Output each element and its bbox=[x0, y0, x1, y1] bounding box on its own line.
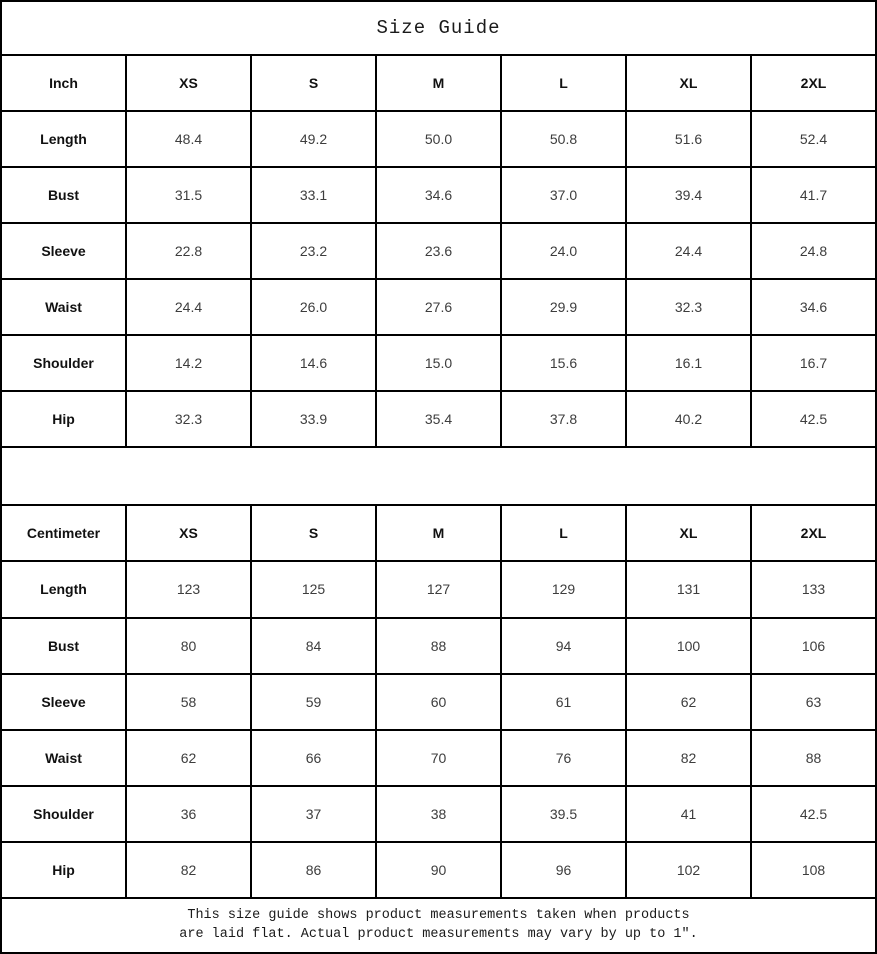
cell-value: 24.4 bbox=[126, 279, 251, 335]
table-row-cm-waist bbox=[1, 730, 876, 786]
cell-value: 39.4 bbox=[626, 167, 751, 223]
spacer-cell bbox=[1, 447, 876, 505]
cell-value: 35.4 bbox=[376, 391, 501, 447]
table-row-inch-shoulder bbox=[1, 335, 876, 391]
cell-value: 59 bbox=[251, 674, 376, 730]
cell-value: 15.0 bbox=[376, 335, 501, 391]
col-header-s: S bbox=[251, 55, 376, 111]
cell-value: 15.6 bbox=[501, 335, 626, 391]
row-label-waist: Waist bbox=[1, 279, 126, 335]
col-header-xl: XL bbox=[626, 505, 751, 561]
cell-value: 80 bbox=[126, 618, 251, 674]
col-header-m: M bbox=[376, 505, 501, 561]
row-label-length: Length bbox=[1, 111, 126, 167]
cell-value: 16.7 bbox=[751, 335, 876, 391]
cell-value: 23.2 bbox=[251, 223, 376, 279]
cell-value: 70 bbox=[376, 730, 501, 786]
cell-value: 33.1 bbox=[251, 167, 376, 223]
page-title: Size Guide bbox=[1, 1, 876, 55]
table-row-cm-sleeve bbox=[1, 674, 876, 730]
cell-value: 34.6 bbox=[376, 167, 501, 223]
cell-value: 37 bbox=[251, 786, 376, 842]
spacer-row bbox=[1, 447, 876, 505]
cell-value: 41.7 bbox=[751, 167, 876, 223]
cell-value: 90 bbox=[376, 842, 501, 898]
row-label-waist: Waist bbox=[1, 730, 126, 786]
table-row-cm-hip bbox=[1, 842, 876, 898]
cell-value: 58 bbox=[126, 674, 251, 730]
cell-value: 88 bbox=[751, 730, 876, 786]
cell-value: 26.0 bbox=[251, 279, 376, 335]
cell-value: 22.8 bbox=[126, 223, 251, 279]
col-header-xs: XS bbox=[126, 55, 251, 111]
table-row-inch-sleeve bbox=[1, 223, 876, 279]
cell-value: 42.5 bbox=[751, 786, 876, 842]
cell-value: 106 bbox=[751, 618, 876, 674]
cell-value: 14.2 bbox=[126, 335, 251, 391]
row-label-shoulder: Shoulder bbox=[1, 786, 126, 842]
cell-value: 63 bbox=[751, 674, 876, 730]
col-header-s: S bbox=[251, 505, 376, 561]
cell-value: 36 bbox=[126, 786, 251, 842]
row-label-sleeve: Sleeve bbox=[1, 674, 126, 730]
cell-value: 102 bbox=[626, 842, 751, 898]
col-header-xs: XS bbox=[126, 505, 251, 561]
footer-row bbox=[1, 898, 876, 953]
row-label-bust: Bust bbox=[1, 618, 126, 674]
cell-value: 50.8 bbox=[501, 111, 626, 167]
cell-value: 82 bbox=[626, 730, 751, 786]
row-label-length: Length bbox=[1, 561, 126, 617]
cell-value: 131 bbox=[626, 561, 751, 617]
cell-value: 76 bbox=[501, 730, 626, 786]
cell-value: 38 bbox=[376, 786, 501, 842]
cell-value: 82 bbox=[126, 842, 251, 898]
row-label-hip: Hip bbox=[1, 842, 126, 898]
table-row-inch-waist bbox=[1, 279, 876, 335]
unit-header-centimeter: Centimeter bbox=[1, 505, 126, 561]
cell-value: 33.9 bbox=[251, 391, 376, 447]
cell-value: 51.6 bbox=[626, 111, 751, 167]
cell-value: 62 bbox=[626, 674, 751, 730]
cell-value: 52.4 bbox=[751, 111, 876, 167]
cell-value: 127 bbox=[376, 561, 501, 617]
cell-value: 49.2 bbox=[251, 111, 376, 167]
cell-value: 125 bbox=[251, 561, 376, 617]
cell-value: 34.6 bbox=[751, 279, 876, 335]
cell-value: 88 bbox=[376, 618, 501, 674]
cell-value: 100 bbox=[626, 618, 751, 674]
col-header-2xl: 2XL bbox=[751, 505, 876, 561]
cell-value: 37.0 bbox=[501, 167, 626, 223]
inch-header-row bbox=[1, 55, 876, 111]
cell-value: 23.6 bbox=[376, 223, 501, 279]
cell-value: 86 bbox=[251, 842, 376, 898]
cell-value: 14.6 bbox=[251, 335, 376, 391]
cell-value: 32.3 bbox=[626, 279, 751, 335]
table-row-inch-bust bbox=[1, 167, 876, 223]
cell-value: 42.5 bbox=[751, 391, 876, 447]
cell-value: 133 bbox=[751, 561, 876, 617]
cell-value: 31.5 bbox=[126, 167, 251, 223]
table-row-cm-bust bbox=[1, 618, 876, 674]
cell-value: 37.8 bbox=[501, 391, 626, 447]
cell-value: 27.6 bbox=[376, 279, 501, 335]
col-header-2xl: 2XL bbox=[751, 55, 876, 111]
table-row-inch-length bbox=[1, 111, 876, 167]
table-row-inch-hip bbox=[1, 391, 876, 447]
title-row bbox=[1, 1, 876, 55]
footer-note-line1: This size guide shows product measurements taken when products bbox=[187, 908, 690, 924]
row-label-bust: Bust bbox=[1, 167, 126, 223]
col-header-l: L bbox=[501, 505, 626, 561]
table-row-cm-length bbox=[1, 561, 876, 617]
cell-value: 62 bbox=[126, 730, 251, 786]
cell-value: 108 bbox=[751, 842, 876, 898]
table-row-cm-shoulder bbox=[1, 786, 876, 842]
row-label-shoulder: Shoulder bbox=[1, 335, 126, 391]
cell-value: 40.2 bbox=[626, 391, 751, 447]
col-header-xl: XL bbox=[626, 55, 751, 111]
cm-header-row bbox=[1, 505, 876, 561]
cell-value: 129 bbox=[501, 561, 626, 617]
cell-value: 32.3 bbox=[126, 391, 251, 447]
col-header-m: M bbox=[376, 55, 501, 111]
cell-value: 29.9 bbox=[501, 279, 626, 335]
cell-value: 39.5 bbox=[501, 786, 626, 842]
cell-value: 24.4 bbox=[626, 223, 751, 279]
row-label-hip: Hip bbox=[1, 391, 126, 447]
footer-note-line2: are laid flat. Actual product measurements may vary by up to 1″. bbox=[179, 927, 698, 943]
cell-value: 123 bbox=[126, 561, 251, 617]
unit-header-inch: Inch bbox=[1, 55, 126, 111]
cell-value: 66 bbox=[251, 730, 376, 786]
cell-value: 61 bbox=[501, 674, 626, 730]
footer-note bbox=[1, 898, 876, 953]
cell-value: 16.1 bbox=[626, 335, 751, 391]
col-header-l: L bbox=[501, 55, 626, 111]
row-label-sleeve: Sleeve bbox=[1, 223, 126, 279]
cell-value: 41 bbox=[626, 786, 751, 842]
cell-value: 96 bbox=[501, 842, 626, 898]
cell-value: 94 bbox=[501, 618, 626, 674]
cell-value: 24.8 bbox=[751, 223, 876, 279]
cell-value: 84 bbox=[251, 618, 376, 674]
cell-value: 50.0 bbox=[376, 111, 501, 167]
cell-value: 48.4 bbox=[126, 111, 251, 167]
cell-value: 24.0 bbox=[501, 223, 626, 279]
cell-value: 60 bbox=[376, 674, 501, 730]
